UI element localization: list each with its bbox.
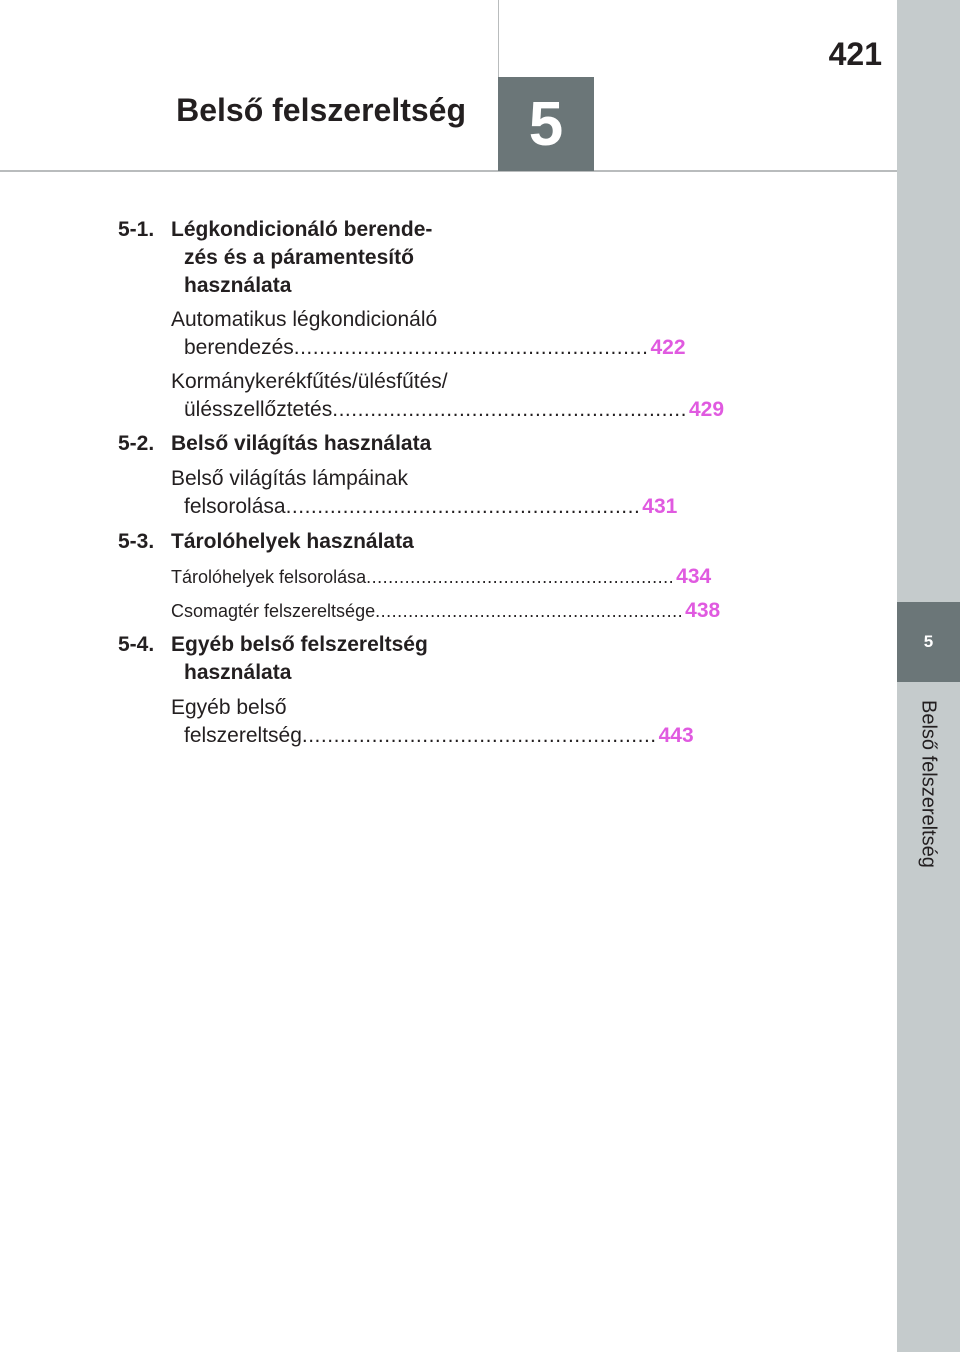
header-horizontal-rule xyxy=(0,170,897,172)
dot-leader: ........................................................ xyxy=(366,567,675,587)
dot-leader: ........................................................ xyxy=(293,336,649,359)
entry-title-line: felszereltség xyxy=(184,724,302,747)
chapter-title: Belső felszereltség xyxy=(176,92,466,128)
entry-title-line: Csomagtér felszereltsége xyxy=(171,601,376,621)
section-title-line: Tárolóhelyek használata xyxy=(171,530,414,553)
section-number: 5-3. xyxy=(118,530,155,553)
page-reference[interactable]: 429 xyxy=(688,398,725,421)
toc-entry[interactable] xyxy=(171,306,686,362)
page-reference[interactable]: 422 xyxy=(650,336,686,359)
toc-entry[interactable] xyxy=(171,368,725,424)
entry-title-line: ülésszellőztetés xyxy=(184,398,333,421)
side-tab-label: Belső felszereltség xyxy=(917,700,940,868)
side-tab-chapter-number[interactable]: 5 xyxy=(897,602,960,682)
toc-entry[interactable] xyxy=(171,563,712,591)
toc-section-5-4[interactable] xyxy=(118,631,462,687)
section-title xyxy=(171,216,462,300)
entry-title-line: Automatikus légkondicionáló xyxy=(171,308,438,331)
section-title-line: Légkondicionáló berende- xyxy=(171,218,433,241)
entry-title-line: Kormánykerékfűtés/ülésfűtés/ xyxy=(171,370,448,393)
page-reference[interactable]: 443 xyxy=(658,724,694,747)
toc-section-5-2[interactable] xyxy=(118,430,462,458)
header-vertical-rule xyxy=(498,0,499,77)
entry-title-line: berendezés xyxy=(184,336,294,359)
entry-title-line: Egyéb belső xyxy=(171,696,287,719)
section-title xyxy=(171,430,462,458)
toc-entry[interactable] xyxy=(171,694,694,750)
toc-section-5-1[interactable] xyxy=(118,216,462,300)
section-title-line: használata xyxy=(184,274,292,297)
section-title-line: Belső világítás használata xyxy=(171,432,432,455)
dot-leader: ........................................................ xyxy=(285,495,641,518)
entry-title-line: felsorolása xyxy=(184,495,286,518)
section-title-line: Egyéb belső felszereltség xyxy=(171,633,428,656)
entry-title-line: Belső világítás lámpáinak xyxy=(171,467,408,490)
dot-leader: ........................................................ xyxy=(375,601,684,621)
entry-title-line: Tárolóhelyek felsorolása xyxy=(171,567,367,587)
section-number: 5-2. xyxy=(118,432,155,455)
toc-entry[interactable] xyxy=(171,465,678,521)
page-reference[interactable]: 438 xyxy=(685,599,721,622)
section-title xyxy=(171,631,462,687)
toc-section-5-3[interactable] xyxy=(118,528,462,556)
section-title-line: használata xyxy=(184,661,292,684)
section-number: 5-1. xyxy=(118,218,155,241)
page-number: 421 xyxy=(828,36,882,72)
chapter-number-box: 5 xyxy=(498,77,594,171)
toc-entry[interactable] xyxy=(171,597,721,625)
section-title-line: zés és a páramentesítő xyxy=(184,246,414,269)
dot-leader: ........................................................ xyxy=(332,398,687,421)
dot-leader: ........................................................ xyxy=(301,724,657,747)
section-title xyxy=(171,528,462,556)
page-reference[interactable]: 434 xyxy=(676,565,712,588)
page-reference[interactable]: 431 xyxy=(642,495,678,518)
section-number: 5-4. xyxy=(118,633,155,656)
